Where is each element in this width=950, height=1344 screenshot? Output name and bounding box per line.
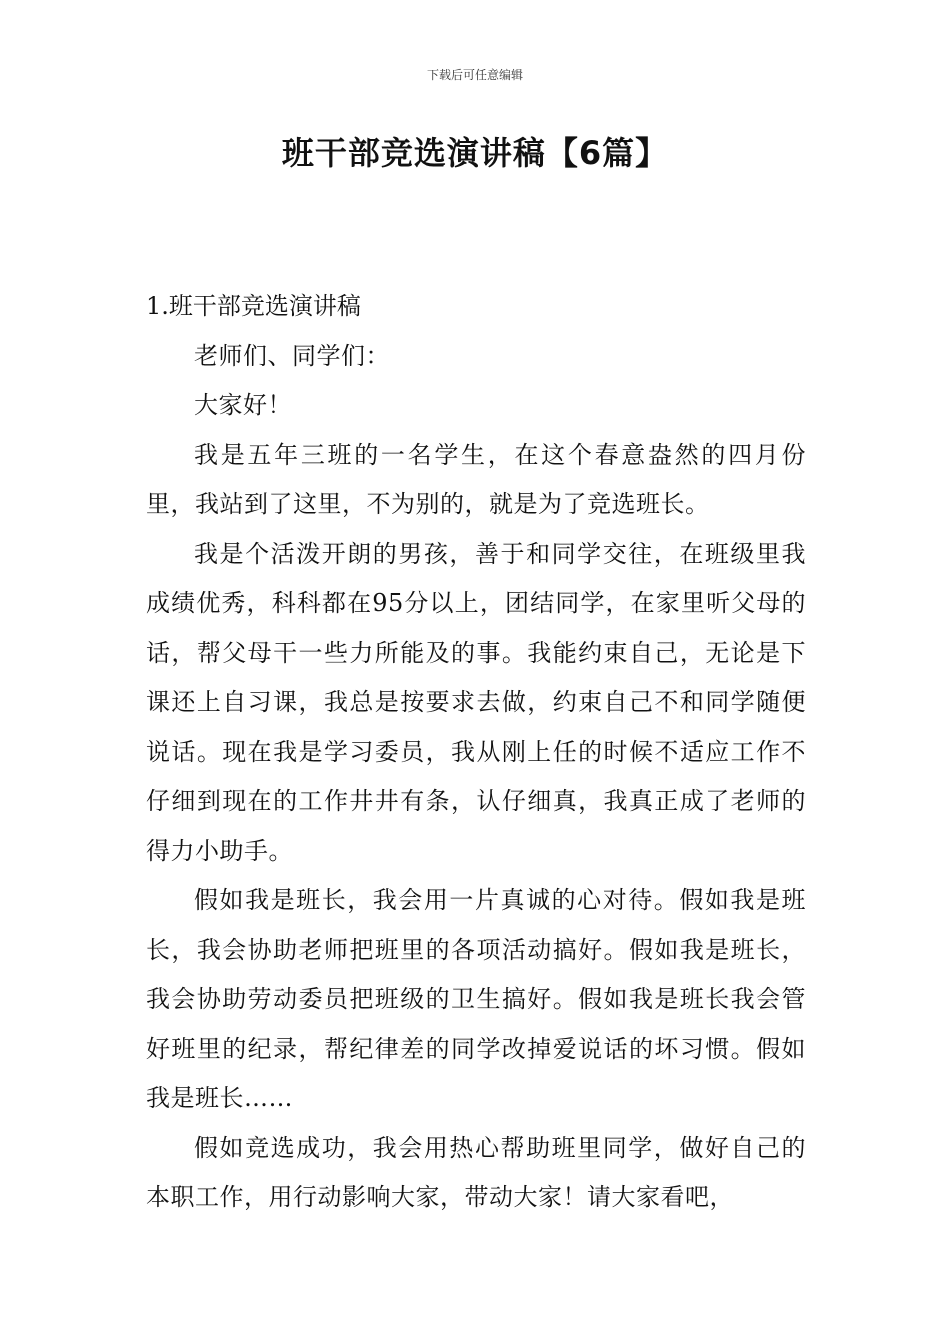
- paragraph-hello: 大家好！: [194, 391, 292, 419]
- paragraph-greeting: 老师们、同学们：: [194, 341, 390, 370]
- header-note: 下载后可任意编辑: [426, 68, 523, 82]
- paragraph-if-monitor: 假如我是班长，我会用一片真诚的心对待。假如我是班长，我会协助老师把班里的各项活动搞好。假如我是班长，我会协助劳动委员把班级的卫生搞好。假如我是班长我会管好班里的纪录，帮纪律差的同学改掉爱说话的坏习惯。假如我是班长……: [146, 886, 806, 1112]
- document-body: [146, 282, 806, 1223]
- paragraph-if-elected: 假如竞选成功，我会用热心帮助班里同学，做好自己的本职工作，用行动影响大家，带动大家！请大家看吧，: [146, 1133, 806, 1211]
- document-title: 班干部竞选演讲稿【6篇】: [281, 134, 669, 172]
- paragraph-intro: 我是五年三班的一名学生，在这个春意盎然的四月份里，我站到了这里，不为别的，就是为了竞选班长。: [146, 440, 806, 518]
- section-heading: 1.班干部竞选演讲稿: [146, 292, 361, 320]
- paragraph-self-description: 我是个活泼开朗的男孩，善于和同学交往，在班级里我成绩优秀，科科都在95分以上，团结同学，在家里听父母的话，帮父母干一些力所能及的事。我能约束自己，无论是下课还上自习课，我总是按要求去做，约束自己不和同学随便说话。现在我是学习委员，我从刚上任的时候不适应工作不仔细到现在的工作井井有条，认仔细真，我真正成了老师的得力小助手。: [146, 539, 806, 865]
